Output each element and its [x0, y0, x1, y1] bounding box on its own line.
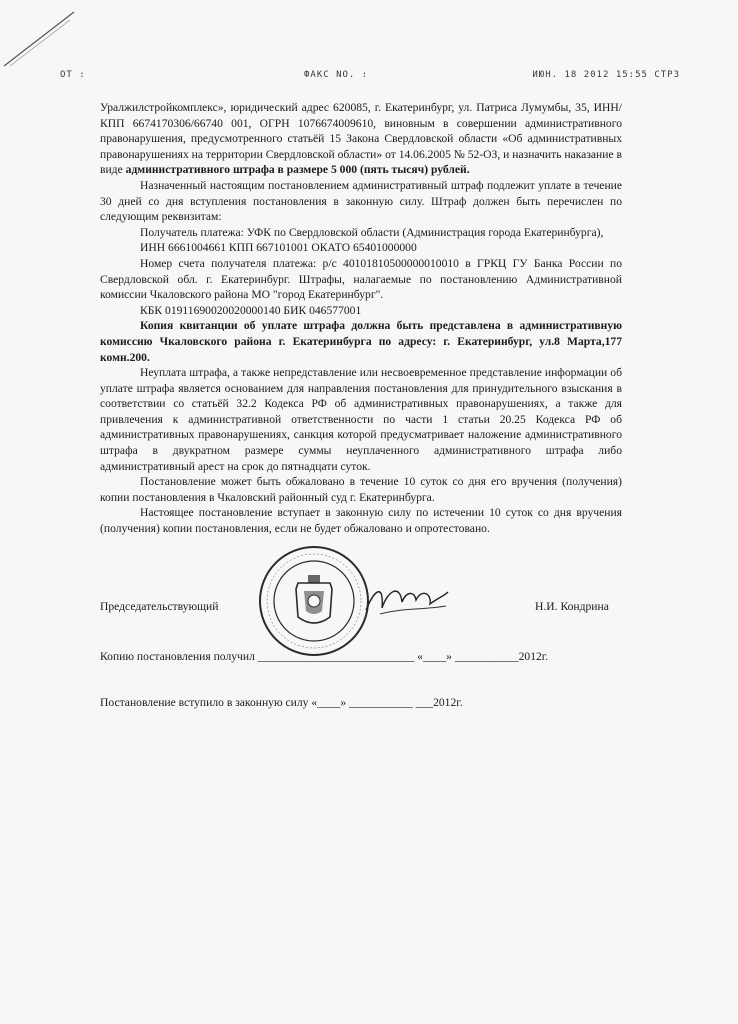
paragraph-entry-force: Настоящее постановление вступает в законную силу по истечении 10 суток со дня вручения (получения) копии постановления, если не будет обжаловано и опротестовано. — [100, 506, 622, 536]
paragraph-receipt-notice: Копия квитанции об уплате штрафа должна быть представлена в административную комиссию Чкаловского района г. Екатеринбурга по адресу: г. Екатеринбург, ул.8 Марта,177 комн.200. — [100, 319, 622, 364]
official-seal — [258, 545, 370, 657]
fax-number: ФАКС NO. : — [304, 70, 369, 80]
verdict-text: Уралжилстройкомплекс», юридический адрес 620085, г. Екатеринбург, ул. Патриса Лумумбы, 35, ИНН/КПП 6674170306/66740 001, ОГРН 1076674009610, виновным в совершении административного правонарушения, предусмотренного статьёй 15 Закона Свердловской области «Об административных правонарушениях на территории Свердловской области» от 14.06.2005 № 52-ОЗ, и назначить наказание в виде — [100, 101, 622, 177]
copy-received-line: Копию постановления получил ___________________________ «____» ___________2012г. — [100, 650, 549, 663]
handwritten-signature — [362, 580, 452, 620]
fax-from: ОТ : — [60, 70, 86, 80]
fax-header — [60, 70, 680, 84]
chair-label: Председательствующий — [100, 600, 219, 613]
fax-date: ИЮН. 18 2012 15:55 СТР3 — [532, 70, 680, 80]
paragraph-appeal: Постановление может быть обжаловано в течение 10 суток со дня его вручения (получения) копии постановления в Чкаловский районный суд г. Екатеринбурга. — [100, 475, 622, 504]
entered-force-line: Постановление вступило в законную силу «____» ___________ ___2012г. — [100, 696, 463, 709]
paragraph-non-payment: Неуплата штрафа, а также непредставление или несвоевременное представление информации об уплате штрафа является основанием для направления постановления для принудительного взыскания в соответствии со статьёй 32.2 Кодекса РФ об административных правонарушениях, а также для привлечения к административной ответственности по части 1 статьи 20.25 Кодекса РФ об административных правонарушениях, санкция которой предусматривает наложение административного штрафа в двукратном размере суммы неуплаченного административного штрафа либо административный арест на срок до пятнадцати суток. — [100, 366, 622, 473]
paragraph-payment-term: Назначенный настоящим постановлением административный штраф подлежит уплате в течение 30 дней со дня вступления постановления в законную силу. Штраф должен быть перечислен по следующим реквизитам: — [100, 178, 622, 224]
paragraph-verdict — [100, 100, 622, 178]
fine-amount: административного штрафа в размере 5 000 (пять тысяч) рублей. — [125, 163, 470, 177]
decision-body — [100, 100, 622, 537]
paragraph-account: Номер счета получателя платежа: р/с 40101810500000010010 в ГРКЦ ГУ Банка России по Свердловской обл. г. Екатеринбург. Штрафы, налагаемые по постановлению Административной комиссии Чкаловского района МО "город Екатеринбург". — [100, 256, 622, 302]
paragraph-kbk: КБК 01911690020020000140 БИК 046577001 — [140, 303, 362, 317]
chair-name: Н.И. Кондрина — [535, 600, 609, 613]
paragraph-recipient: Получатель платежа: УФК по Свердловской области (Администрация города Екатеринбурга), — [140, 225, 604, 239]
paragraph-inn: ИНН 6661004661 КПП 667101001 ОКАТО 65401000000 — [140, 241, 417, 255]
